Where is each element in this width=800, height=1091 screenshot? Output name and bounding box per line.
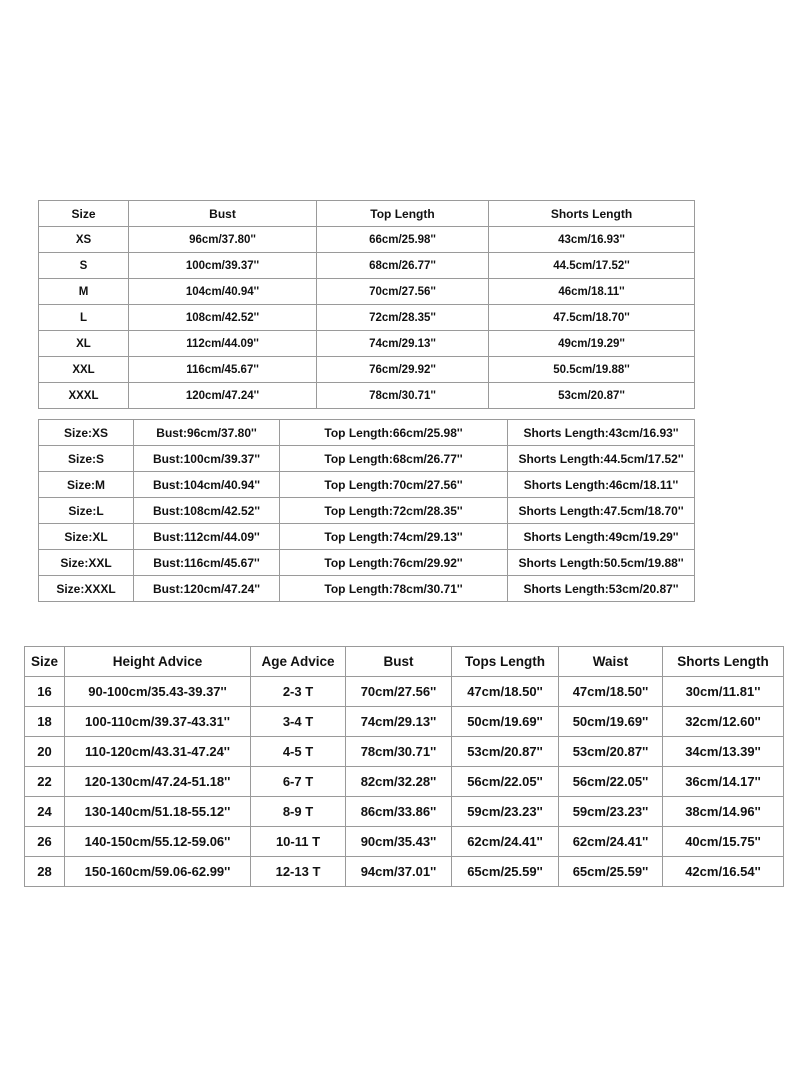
table-cell: 26 — [25, 827, 65, 857]
table-cell: 100-110cm/39.37-43.31'' — [65, 707, 251, 737]
table-row — [39, 279, 695, 305]
column-header: Size — [39, 201, 129, 227]
table-cell: 3-4 T — [251, 707, 346, 737]
table-cell: 72cm/28.35'' — [317, 305, 489, 331]
table-cell: 96cm/37.80'' — [129, 227, 317, 253]
table-cell: 20 — [25, 737, 65, 767]
table-cell: Shorts Length:49cm/19.29'' — [508, 524, 695, 550]
table-cell: Size:M — [39, 472, 134, 498]
table-cell: 53cm/20.87'' — [559, 737, 663, 767]
table-cell: 36cm/14.17'' — [663, 767, 784, 797]
table-cell: 38cm/14.96'' — [663, 797, 784, 827]
table-cell: 40cm/15.75'' — [663, 827, 784, 857]
table-cell: 47cm/18.50'' — [559, 677, 663, 707]
table-cell: Top Length:74cm/29.13'' — [280, 524, 508, 550]
table-cell: 59cm/23.23'' — [559, 797, 663, 827]
table-cell: 65cm/25.59'' — [452, 857, 559, 887]
table-cell: 46cm/18.11'' — [489, 279, 695, 305]
table-row — [39, 550, 695, 576]
table-cell: 62cm/24.41'' — [559, 827, 663, 857]
table-row — [25, 707, 784, 737]
table-cell: 130-140cm/51.18-55.12'' — [65, 797, 251, 827]
table-row — [39, 472, 695, 498]
table-cell: Size:XXL — [39, 550, 134, 576]
table-cell: 49cm/19.29'' — [489, 331, 695, 357]
table-cell: Bust:112cm/44.09'' — [134, 524, 280, 550]
table-cell: 47.5cm/18.70'' — [489, 305, 695, 331]
table-cell: 150-160cm/59.06-62.99'' — [65, 857, 251, 887]
table-cell: Shorts Length:43cm/16.93'' — [508, 420, 695, 446]
table-cell: 10-11 T — [251, 827, 346, 857]
table-cell: Bust:100cm/39.37'' — [134, 446, 280, 472]
table-cell: 30cm/11.81'' — [663, 677, 784, 707]
table-cell: 74cm/29.13'' — [317, 331, 489, 357]
table-cell: Bust:116cm/45.67'' — [134, 550, 280, 576]
table-cell: XL — [39, 331, 129, 357]
table-cell: Size:XXXL — [39, 576, 134, 602]
table-cell: Shorts Length:44.5cm/17.52'' — [508, 446, 695, 472]
table-cell: 28 — [25, 857, 65, 887]
table-cell: 24 — [25, 797, 65, 827]
table-row — [39, 305, 695, 331]
table-row — [39, 524, 695, 550]
table-cell: 50cm/19.69'' — [559, 707, 663, 737]
table-cell: Bust:104cm/40.94'' — [134, 472, 280, 498]
table-cell: 78cm/30.71'' — [346, 737, 452, 767]
table-cell: Top Length:78cm/30.71'' — [280, 576, 508, 602]
table-cell: 116cm/45.67'' — [129, 357, 317, 383]
table-cell: Top Length:66cm/25.98'' — [280, 420, 508, 446]
table-cell: Shorts Length:53cm/20.87'' — [508, 576, 695, 602]
table-cell: 66cm/25.98'' — [317, 227, 489, 253]
table-cell: Shorts Length:50.5cm/19.88'' — [508, 550, 695, 576]
table3-body — [25, 647, 784, 887]
table-cell: 90-100cm/35.43-39.37'' — [65, 677, 251, 707]
table-row — [39, 498, 695, 524]
table-cell: 82cm/32.28'' — [346, 767, 452, 797]
table1-body — [39, 201, 695, 409]
table-cell: 44.5cm/17.52'' — [489, 253, 695, 279]
column-header: Top Length — [317, 201, 489, 227]
table-cell: 43cm/16.93'' — [489, 227, 695, 253]
table-cell: 8-9 T — [251, 797, 346, 827]
table-cell: 56cm/22.05'' — [452, 767, 559, 797]
table-cell: 140-150cm/55.12-59.06'' — [65, 827, 251, 857]
table-row — [39, 253, 695, 279]
table-cell: 22 — [25, 767, 65, 797]
table-cell: Shorts Length:47.5cm/18.70'' — [508, 498, 695, 524]
table-cell: 100cm/39.37'' — [129, 253, 317, 279]
table-cell: Top Length:68cm/26.77'' — [280, 446, 508, 472]
column-header: Waist — [559, 647, 663, 677]
table-cell: 94cm/37.01'' — [346, 857, 452, 887]
table-cell: 90cm/35.43'' — [346, 827, 452, 857]
table-cell: 120-130cm/47.24-51.18'' — [65, 767, 251, 797]
table-cell: 53cm/20.87'' — [452, 737, 559, 767]
table-cell: Top Length:70cm/27.56'' — [280, 472, 508, 498]
table-row — [25, 827, 784, 857]
column-header: Bust — [346, 647, 452, 677]
table2-body — [39, 420, 695, 602]
table-cell: 62cm/24.41'' — [452, 827, 559, 857]
table-cell: 4-5 T — [251, 737, 346, 767]
table-row — [39, 383, 695, 409]
table-cell: 70cm/27.56'' — [346, 677, 452, 707]
table-cell: 76cm/29.92'' — [317, 357, 489, 383]
size-chart-table-2 — [38, 419, 695, 602]
table-cell: 32cm/12.60'' — [663, 707, 784, 737]
header-row — [25, 647, 784, 677]
table-cell: 70cm/27.56'' — [317, 279, 489, 305]
table-row — [39, 227, 695, 253]
table-cell: 59cm/23.23'' — [452, 797, 559, 827]
table-row — [39, 331, 695, 357]
table-cell: 18 — [25, 707, 65, 737]
table-cell: 108cm/42.52'' — [129, 305, 317, 331]
column-header: Shorts Length — [489, 201, 695, 227]
table-row — [25, 677, 784, 707]
table-cell: XS — [39, 227, 129, 253]
table-cell: 42cm/16.54'' — [663, 857, 784, 887]
table-cell: 6-7 T — [251, 767, 346, 797]
column-header: Bust — [129, 201, 317, 227]
table-cell: 2-3 T — [251, 677, 346, 707]
table-row — [25, 767, 784, 797]
column-header: Size — [25, 647, 65, 677]
table-cell: 78cm/30.71'' — [317, 383, 489, 409]
table-cell: 120cm/47.24'' — [129, 383, 317, 409]
table-cell: 12-13 T — [251, 857, 346, 887]
table-cell: Bust:96cm/37.80'' — [134, 420, 280, 446]
table-cell: 50cm/19.69'' — [452, 707, 559, 737]
table-cell: Bust:120cm/47.24'' — [134, 576, 280, 602]
table-cell: 16 — [25, 677, 65, 707]
table-row — [39, 420, 695, 446]
table-cell: 53cm/20.87'' — [489, 383, 695, 409]
table-cell: 50.5cm/19.88'' — [489, 357, 695, 383]
table-cell: L — [39, 305, 129, 331]
column-header: Age Advice — [251, 647, 346, 677]
table-cell: XXL — [39, 357, 129, 383]
table-row — [25, 737, 784, 767]
table-cell: Size:XL — [39, 524, 134, 550]
table-cell: M — [39, 279, 129, 305]
size-chart-table-1 — [38, 200, 695, 409]
table-cell: Size:XS — [39, 420, 134, 446]
column-header: Shorts Length — [663, 647, 784, 677]
table-row — [39, 446, 695, 472]
table-cell: 65cm/25.59'' — [559, 857, 663, 887]
table-cell: 47cm/18.50'' — [452, 677, 559, 707]
table-cell: Top Length:72cm/28.35'' — [280, 498, 508, 524]
table-cell: Size:L — [39, 498, 134, 524]
table-cell: 68cm/26.77'' — [317, 253, 489, 279]
table-cell: S — [39, 253, 129, 279]
table-row — [25, 857, 784, 887]
header-row — [39, 201, 695, 227]
table-row — [39, 357, 695, 383]
table-cell: 34cm/13.39'' — [663, 737, 784, 767]
table-row — [25, 797, 784, 827]
table-cell: Shorts Length:46cm/18.11'' — [508, 472, 695, 498]
table-cell: 74cm/29.13'' — [346, 707, 452, 737]
table-cell: XXXL — [39, 383, 129, 409]
column-header: Height Advice — [65, 647, 251, 677]
table-cell: 104cm/40.94'' — [129, 279, 317, 305]
table-cell: 86cm/33.86'' — [346, 797, 452, 827]
table-cell: Size:S — [39, 446, 134, 472]
column-header: Tops Length — [452, 647, 559, 677]
table-cell: Top Length:76cm/29.92'' — [280, 550, 508, 576]
table-cell: 112cm/44.09'' — [129, 331, 317, 357]
table-cell: Bust:108cm/42.52'' — [134, 498, 280, 524]
table-cell: 56cm/22.05'' — [559, 767, 663, 797]
table-row — [39, 576, 695, 602]
kids-size-chart-table — [24, 646, 784, 887]
table-cell: 110-120cm/43.31-47.24'' — [65, 737, 251, 767]
